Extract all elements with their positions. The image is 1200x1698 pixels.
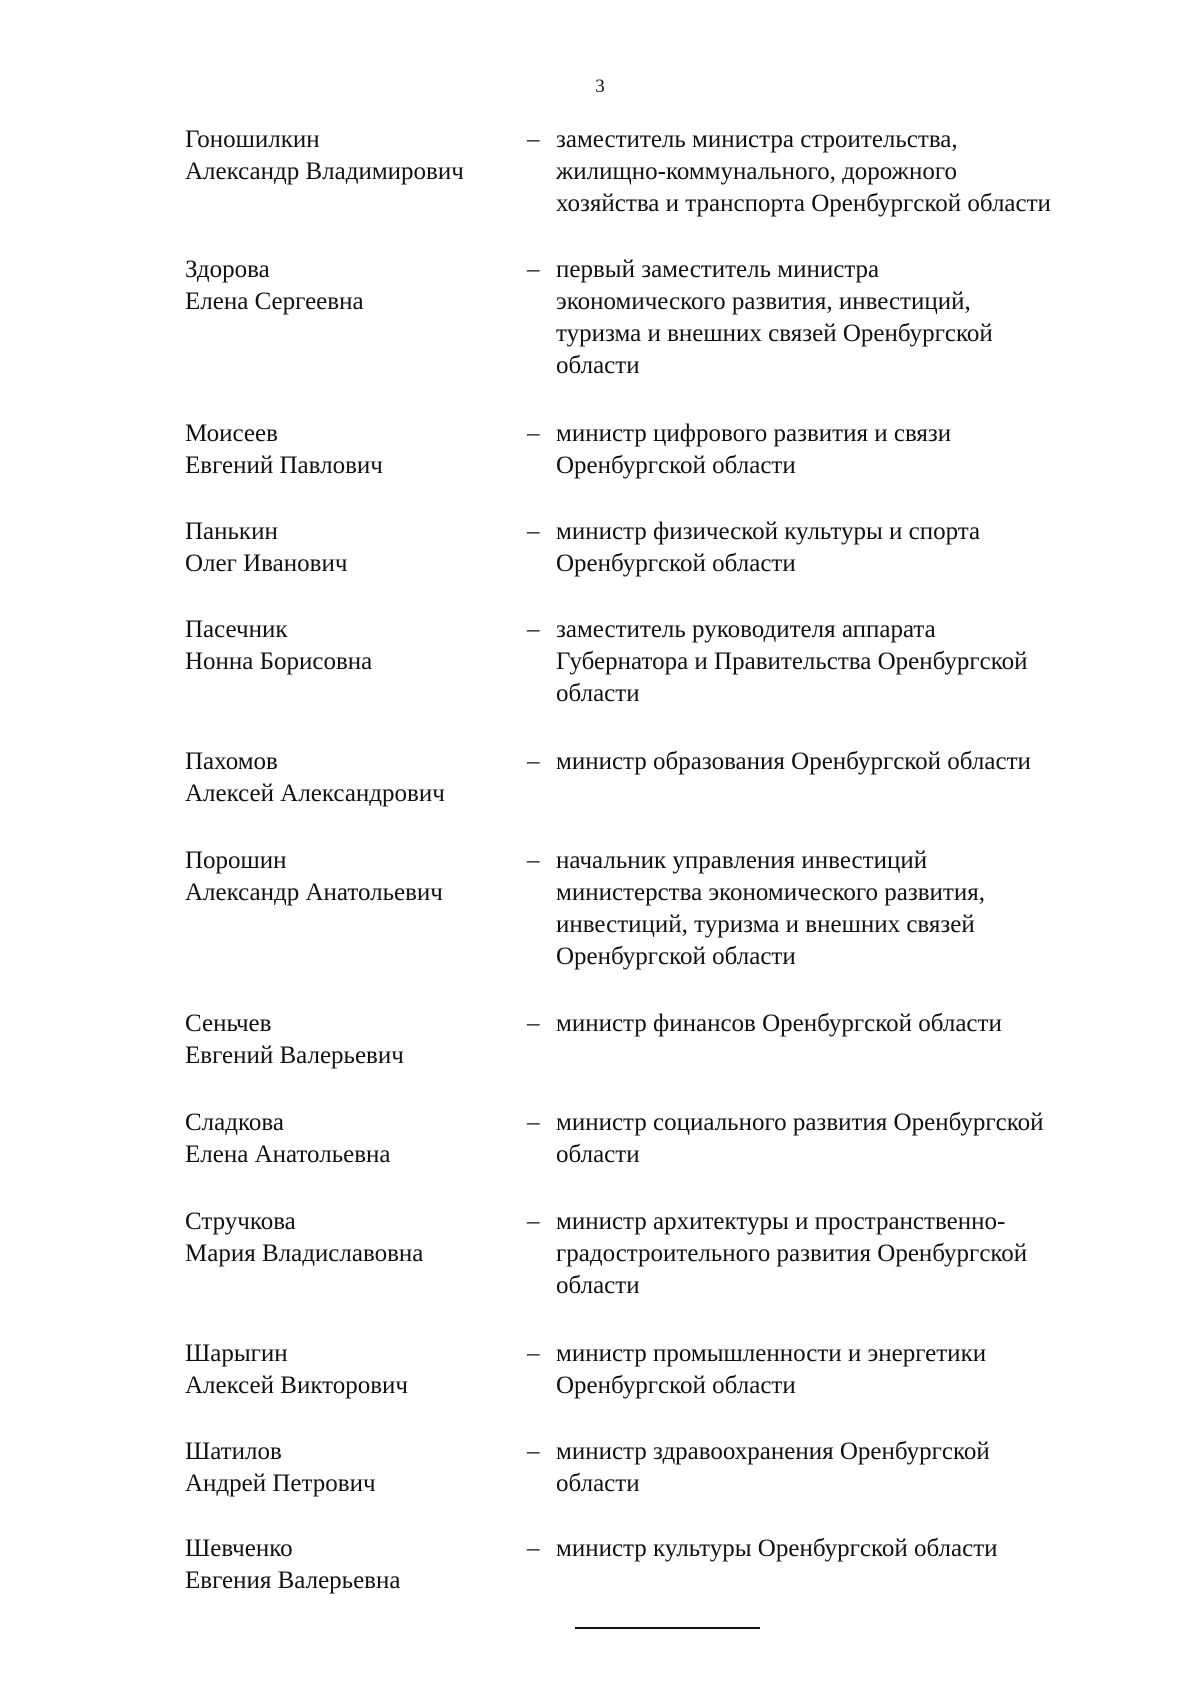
surname: Моисеев bbox=[185, 420, 278, 447]
surname: Стручкова bbox=[185, 1208, 296, 1235]
position-title: министр цифрового развития и связи Оренбургской области bbox=[556, 420, 952, 479]
position-title: начальник управления инвестиций министерства экономического развития, инвестиций, туризма и внешних связей Оренбургской области bbox=[556, 847, 985, 970]
dash: – bbox=[527, 1010, 540, 1037]
surname: Шатилов bbox=[185, 1438, 282, 1465]
person-name bbox=[185, 1107, 525, 1171]
position-title: первый заместитель министра экономического развития, инвестиций, туризма и внешних связей Оренбургской области bbox=[556, 256, 993, 379]
surname: Шарыгин bbox=[185, 1340, 288, 1367]
position-title: министр социального развития Оренбургской области bbox=[556, 1109, 1044, 1168]
dash: – bbox=[527, 1535, 540, 1562]
position-title: министр финансов Оренбургской области bbox=[556, 1010, 1002, 1037]
dash: – bbox=[527, 1438, 540, 1465]
given-names: Елена Анатольевна bbox=[185, 1141, 391, 1168]
given-names: Евгения Валерьевна bbox=[185, 1567, 401, 1594]
given-names: Андрей Петрович bbox=[185, 1470, 376, 1497]
person-name bbox=[185, 746, 525, 810]
position-title: министр культуры Оренбургской области bbox=[556, 1535, 998, 1562]
person-name bbox=[185, 516, 525, 580]
given-names: Мария Владиславовна bbox=[185, 1240, 424, 1267]
person-name bbox=[185, 614, 525, 678]
given-names: Александр Анатольевич bbox=[185, 879, 443, 906]
dash: – bbox=[527, 1208, 540, 1235]
surname: Порошин bbox=[185, 847, 287, 874]
position-title: заместитель руководителя аппарата Губернатора и Правительства Оренбургской области bbox=[556, 616, 1028, 707]
given-names: Александр Владимирович bbox=[185, 158, 464, 185]
dash: – bbox=[527, 126, 540, 153]
surname: Здорова bbox=[185, 256, 270, 283]
position-title: министр архитектуры и пространственно- градостроительного развития Оренбургской области bbox=[556, 1208, 1028, 1299]
person-name bbox=[185, 1533, 525, 1597]
surname: Пахомов bbox=[185, 748, 278, 775]
position-title: министр физической культуры и спорта Оренбургской области bbox=[556, 518, 981, 577]
dash: – bbox=[527, 518, 540, 545]
person-name bbox=[185, 254, 525, 318]
given-names: Евгений Валерьевич bbox=[185, 1042, 404, 1069]
end-divider bbox=[575, 1627, 760, 1629]
dash: – bbox=[527, 1109, 540, 1136]
person-name bbox=[185, 1008, 525, 1072]
given-names: Нонна Борисовна bbox=[185, 648, 373, 675]
dash: – bbox=[527, 420, 540, 447]
position-title: министр промышленности и энергетики Оренбургской области bbox=[556, 1340, 987, 1399]
person-name bbox=[185, 845, 525, 909]
position-title: министр образования Оренбургской области bbox=[556, 748, 1031, 775]
person-name bbox=[185, 124, 525, 188]
dash: – bbox=[527, 748, 540, 775]
dash: – bbox=[527, 616, 540, 643]
given-names: Олег Иванович bbox=[185, 550, 348, 577]
dash: – bbox=[527, 1340, 540, 1367]
given-names: Алексей Александрович bbox=[185, 780, 445, 807]
page-number: 3 bbox=[595, 76, 605, 97]
person-name bbox=[185, 1436, 525, 1500]
person-name bbox=[185, 418, 525, 482]
surname: Пасечник bbox=[185, 616, 288, 643]
surname: Шевченко bbox=[185, 1535, 293, 1562]
position-title: министр здравоохранения Оренбургской области bbox=[556, 1438, 990, 1497]
person-name bbox=[185, 1206, 525, 1270]
position-title: заместитель министра строительства, жилищно-коммунального, дорожного хозяйства и транспорта Оренбургской области bbox=[556, 126, 1051, 217]
dash: – bbox=[527, 256, 540, 283]
person-name bbox=[185, 1338, 525, 1402]
surname: Сладкова bbox=[185, 1109, 284, 1136]
given-names: Евгений Павлович bbox=[185, 452, 383, 479]
dash: – bbox=[527, 847, 540, 874]
given-names: Алексей Викторович bbox=[185, 1372, 408, 1399]
surname: Сеньчев bbox=[185, 1010, 272, 1037]
surname: Панькин bbox=[185, 518, 278, 545]
surname: Гоношилкин bbox=[185, 126, 320, 153]
given-names: Елена Сергеевна bbox=[185, 288, 364, 315]
